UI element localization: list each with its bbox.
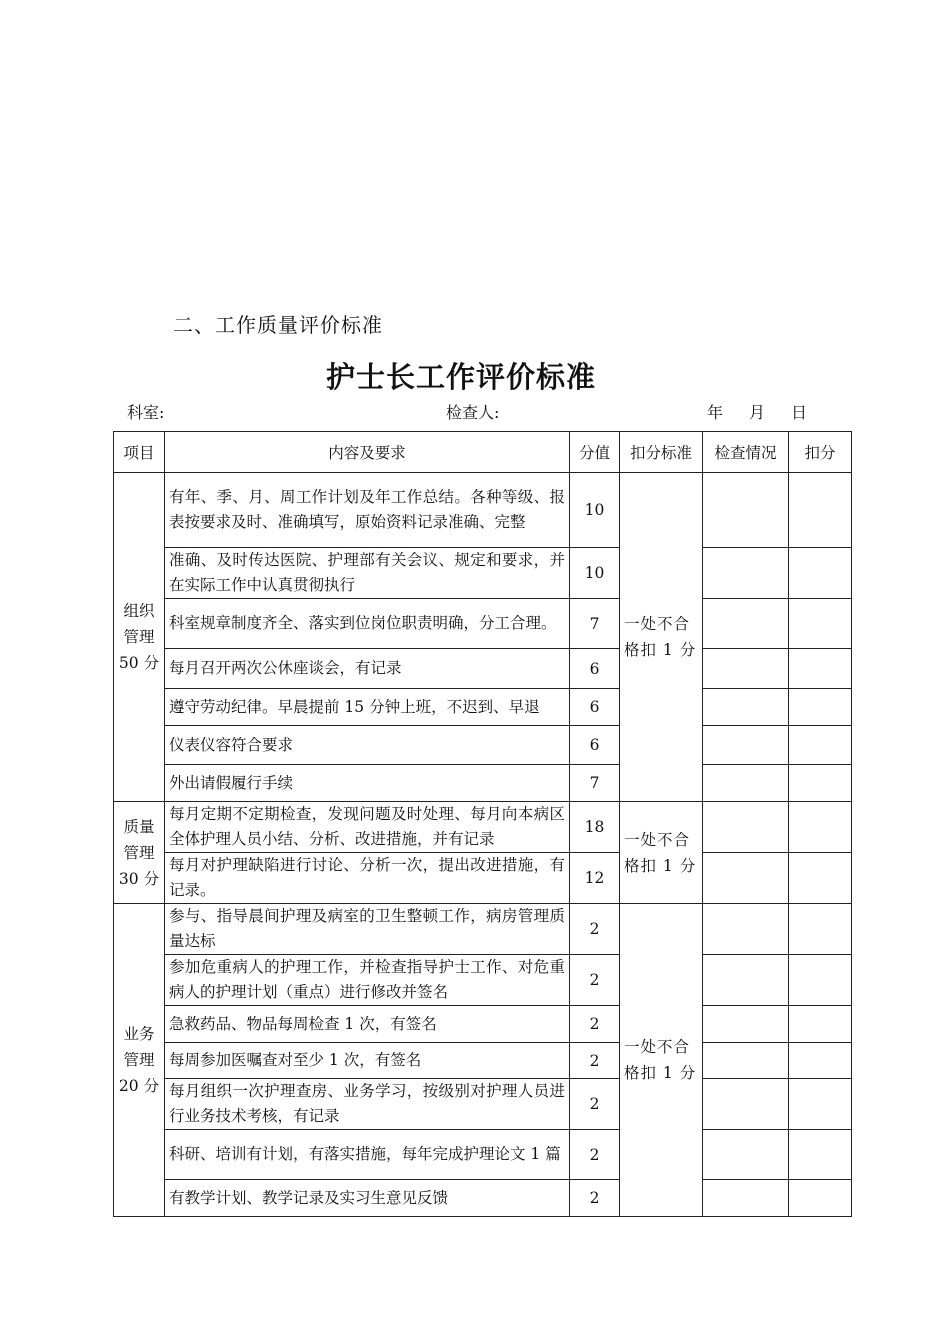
score-cell: 2 [570, 955, 620, 1006]
table-row [114, 1180, 852, 1217]
header-item: 项目 [114, 432, 165, 473]
score-cell: 10 [570, 473, 620, 548]
check-cell[interactable] [703, 649, 789, 689]
check-cell[interactable] [703, 955, 789, 1006]
content-cell: 参与、指导晨间护理及病室的卫生整顿工作，病房管理质量达标 [165, 904, 570, 955]
year-label: 年 [707, 403, 724, 422]
deduct-standard-line: 格扣 1 分 [624, 856, 697, 875]
table-row [114, 1079, 852, 1130]
group-name-line: 20 分 [118, 1077, 160, 1095]
check-cell[interactable] [703, 1180, 789, 1217]
header-score: 分值 [570, 432, 620, 473]
table-row [114, 904, 852, 955]
group-name-line: 组织 [123, 602, 155, 620]
deduct-cell[interactable] [789, 689, 852, 726]
month-label: 月 [749, 403, 766, 422]
check-cell[interactable] [703, 1006, 789, 1043]
check-cell[interactable] [703, 473, 789, 548]
check-cell[interactable] [703, 1079, 789, 1130]
table-row [114, 1006, 852, 1043]
section-heading: 二、工作质量评价标准 [173, 313, 383, 337]
content-cell: 科研、培训有计划，有落实措施，每年完成护理论文 1 篇 [165, 1130, 570, 1180]
score-cell: 2 [570, 1043, 620, 1079]
deduct-standard-cell [620, 473, 703, 802]
table-body [114, 473, 852, 1217]
check-cell[interactable] [703, 904, 789, 955]
content-cell: 仪表仪容符合要求 [165, 726, 570, 765]
header-deduct: 扣分 [789, 432, 852, 473]
content-cell: 准确、及时传达医院、护理部有关会议、规定和要求，并在实际工作中认真贯彻执行 [165, 548, 570, 599]
score-cell: 7 [570, 599, 620, 649]
deduct-cell[interactable] [789, 955, 852, 1006]
deduct-cell[interactable] [789, 802, 852, 853]
dept-label: 科室: [127, 403, 165, 422]
score-cell: 6 [570, 726, 620, 765]
content-cell: 外出请假履行手续 [165, 765, 570, 802]
group-name-line: 质量 [123, 817, 155, 836]
score-cell: 6 [570, 689, 620, 726]
content-cell: 每月对护理缺陷进行讨论、分析一次，提出改进措施，有记录。 [165, 853, 570, 904]
score-cell: 2 [570, 1079, 620, 1130]
deduct-cell[interactable] [789, 853, 852, 904]
score-cell: 18 [570, 802, 620, 853]
deduct-cell[interactable] [789, 765, 852, 802]
content-cell: 有年、季、月、周工作计划及年工作总结。各种等级、报表按要求及时、准确填写，原始资料记录准确、完整 [165, 473, 570, 548]
score-cell: 2 [570, 904, 620, 955]
check-cell[interactable] [703, 726, 789, 765]
content-cell: 有教学计划、教学记录及实习生意见反馈 [165, 1180, 570, 1217]
table-row [114, 802, 852, 853]
group-item-cell [114, 473, 165, 802]
content-cell: 急救药品、物品每周检查 1 次，有签名 [165, 1006, 570, 1043]
table-row [114, 689, 852, 726]
score-cell: 12 [570, 853, 620, 904]
deduct-cell[interactable] [789, 599, 852, 649]
deduct-cell[interactable] [789, 904, 852, 955]
date-fields [707, 400, 807, 423]
deduct-standard-line: 一处不合 [624, 1038, 691, 1056]
score-cell: 2 [570, 1180, 620, 1217]
deduct-cell[interactable] [789, 649, 852, 689]
deduct-cell[interactable] [789, 473, 852, 548]
check-cell[interactable] [703, 1130, 789, 1180]
group-item-cell [114, 904, 165, 1217]
group-name-line: 业务 [123, 1025, 155, 1043]
header-deduct-standard: 扣分标准 [620, 432, 703, 473]
table-row [114, 599, 852, 649]
group-name-line: 30 分 [118, 869, 160, 888]
deduct-cell[interactable] [789, 1043, 852, 1079]
table-row [114, 726, 852, 765]
content-cell: 科室规章制度齐全、落实到位岗位职责明确，分工合理。 [165, 599, 570, 649]
header-row [114, 432, 852, 473]
deduct-cell[interactable] [789, 1079, 852, 1130]
score-cell: 10 [570, 548, 620, 599]
content-cell: 参加危重病人的护理工作，并检查指导护士工作、对危重病人的护理计划（重点）进行修改并签名 [165, 955, 570, 1006]
deduct-standard-line: 一处不合 [624, 615, 691, 633]
check-cell[interactable] [703, 765, 789, 802]
check-cell[interactable] [703, 853, 789, 904]
score-cell: 2 [570, 1006, 620, 1043]
table-row [114, 473, 852, 548]
deduct-cell[interactable] [789, 548, 852, 599]
group-name-line: 管理 [123, 1051, 155, 1069]
table-row [114, 765, 852, 802]
day-label: 日 [791, 403, 808, 422]
group-name-line: 管理 [123, 628, 155, 646]
check-cell[interactable] [703, 689, 789, 726]
table-row [114, 548, 852, 599]
content-cell: 每周参加医嘱查对至少 1 次，有签名 [165, 1043, 570, 1079]
deduct-cell[interactable] [789, 1006, 852, 1043]
deduct-standard-line: 一处不合 [624, 830, 691, 849]
deduct-cell[interactable] [789, 1180, 852, 1217]
score-cell: 6 [570, 649, 620, 689]
score-cell: 2 [570, 1130, 620, 1180]
check-cell[interactable] [703, 802, 789, 853]
content-cell: 每月定期不定期检查，发现问题及时处理、每月向本病区全体护理人员小结、分析、改进措施，并有记录 [165, 802, 570, 853]
table-row [114, 1130, 852, 1180]
table-row [114, 649, 852, 689]
deduct-cell[interactable] [789, 1130, 852, 1180]
header-check: 检查情况 [703, 432, 789, 473]
content-cell: 每月召开两次公休座谈会，有记录 [165, 649, 570, 689]
document-title: 护士长工作评价标准 [325, 360, 596, 394]
check-cell[interactable] [703, 1043, 789, 1079]
table-row [114, 1043, 852, 1079]
score-cell: 7 [570, 765, 620, 802]
deduct-standard-line: 格扣 1 分 [624, 1064, 697, 1082]
deduct-standard-cell [620, 802, 703, 904]
group-name-line: 管理 [123, 843, 155, 862]
content-cell: 每月组织一次护理查房、业务学习，按级别对护理人员进行业务技术考核，有记录 [165, 1079, 570, 1130]
header-content: 内容及要求 [165, 432, 570, 473]
check-cell[interactable] [703, 599, 789, 649]
group-name-line: 50 分 [118, 654, 160, 672]
check-cell[interactable] [703, 548, 789, 599]
inspector-label: 检查人: [446, 403, 500, 422]
evaluation-table [113, 431, 852, 1217]
group-item-cell [114, 802, 165, 904]
table-row [114, 955, 852, 1006]
deduct-standard-cell [620, 904, 703, 1217]
deduct-standard-line: 格扣 1 分 [624, 641, 697, 659]
content-cell: 遵守劳动纪律。早晨提前 15 分钟上班，不迟到、早退 [165, 689, 570, 726]
table-row [114, 853, 852, 904]
deduct-cell[interactable] [789, 726, 852, 765]
